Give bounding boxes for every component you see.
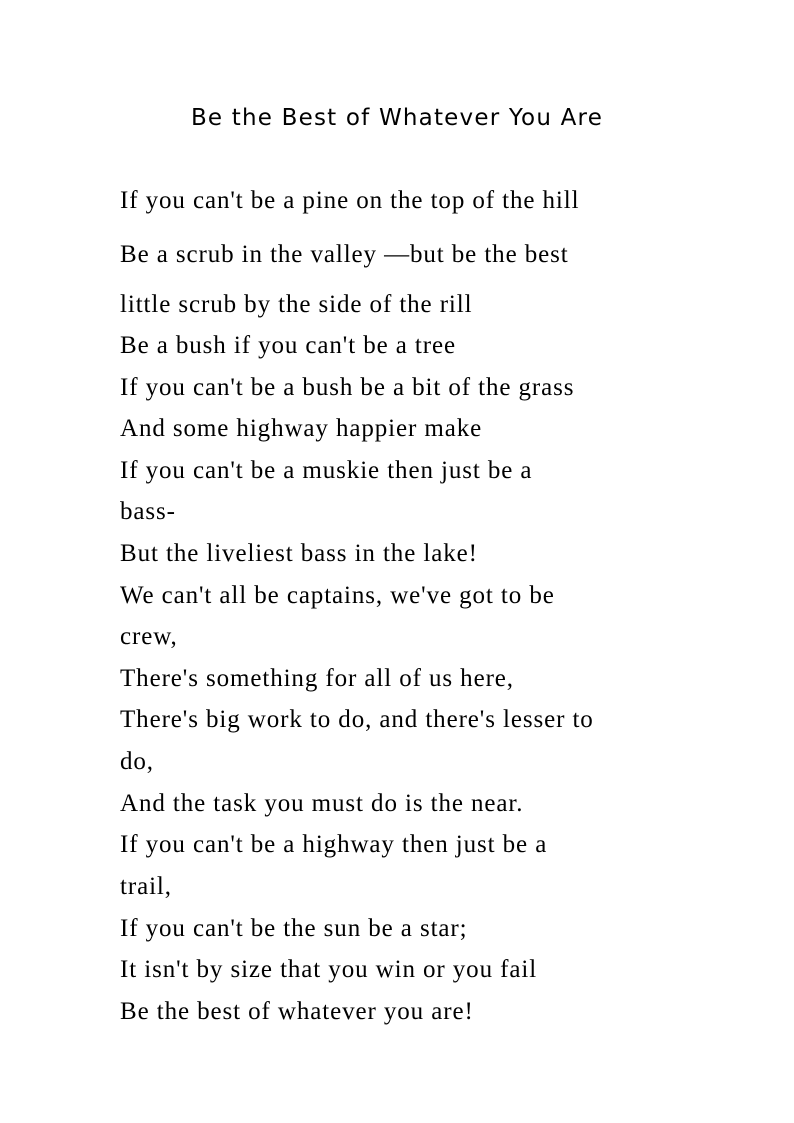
poem-line: trail, — [120, 873, 172, 900]
poem-line: bass- — [120, 498, 176, 525]
poem-line: There's something for all of us here, — [120, 665, 514, 692]
poem-line: It isn't by size that you win or you fail — [120, 956, 538, 983]
poem-line: do, — [120, 748, 154, 775]
poem-line: And some highway happier make — [120, 415, 483, 442]
poem-line: But the liveliest bass in the lake! — [120, 540, 478, 567]
poem-line: Be a bush if you can't be a tree — [120, 332, 456, 359]
poem-line: If you can't be a highway then just be a — [120, 831, 548, 858]
poem-line: There's big work to do, and there's lesser to — [120, 706, 594, 733]
poem-line: If you can't be the sun be a star; — [120, 915, 468, 942]
poem-line: crew, — [120, 623, 178, 650]
poem-line: If you can't be a bush be a bit of the grass — [120, 374, 575, 401]
poem-line: Be a scrub in the valley —but be the best — [120, 241, 569, 268]
poem-line: little scrub by the side of the rill — [120, 291, 473, 318]
poem-line: And the task you must do is the near. — [120, 790, 524, 817]
poem-line: If you can't be a muskie then just be a — [120, 457, 533, 484]
poem-title: Be the Best of Whatever You Are — [190, 105, 604, 131]
poem-line: Be the best of whatever you are! — [120, 998, 474, 1025]
poem-line: We can't all be captains, we've got to be — [120, 582, 555, 609]
poem-line: If you can't be a pine on the top of the hill — [120, 187, 580, 214]
